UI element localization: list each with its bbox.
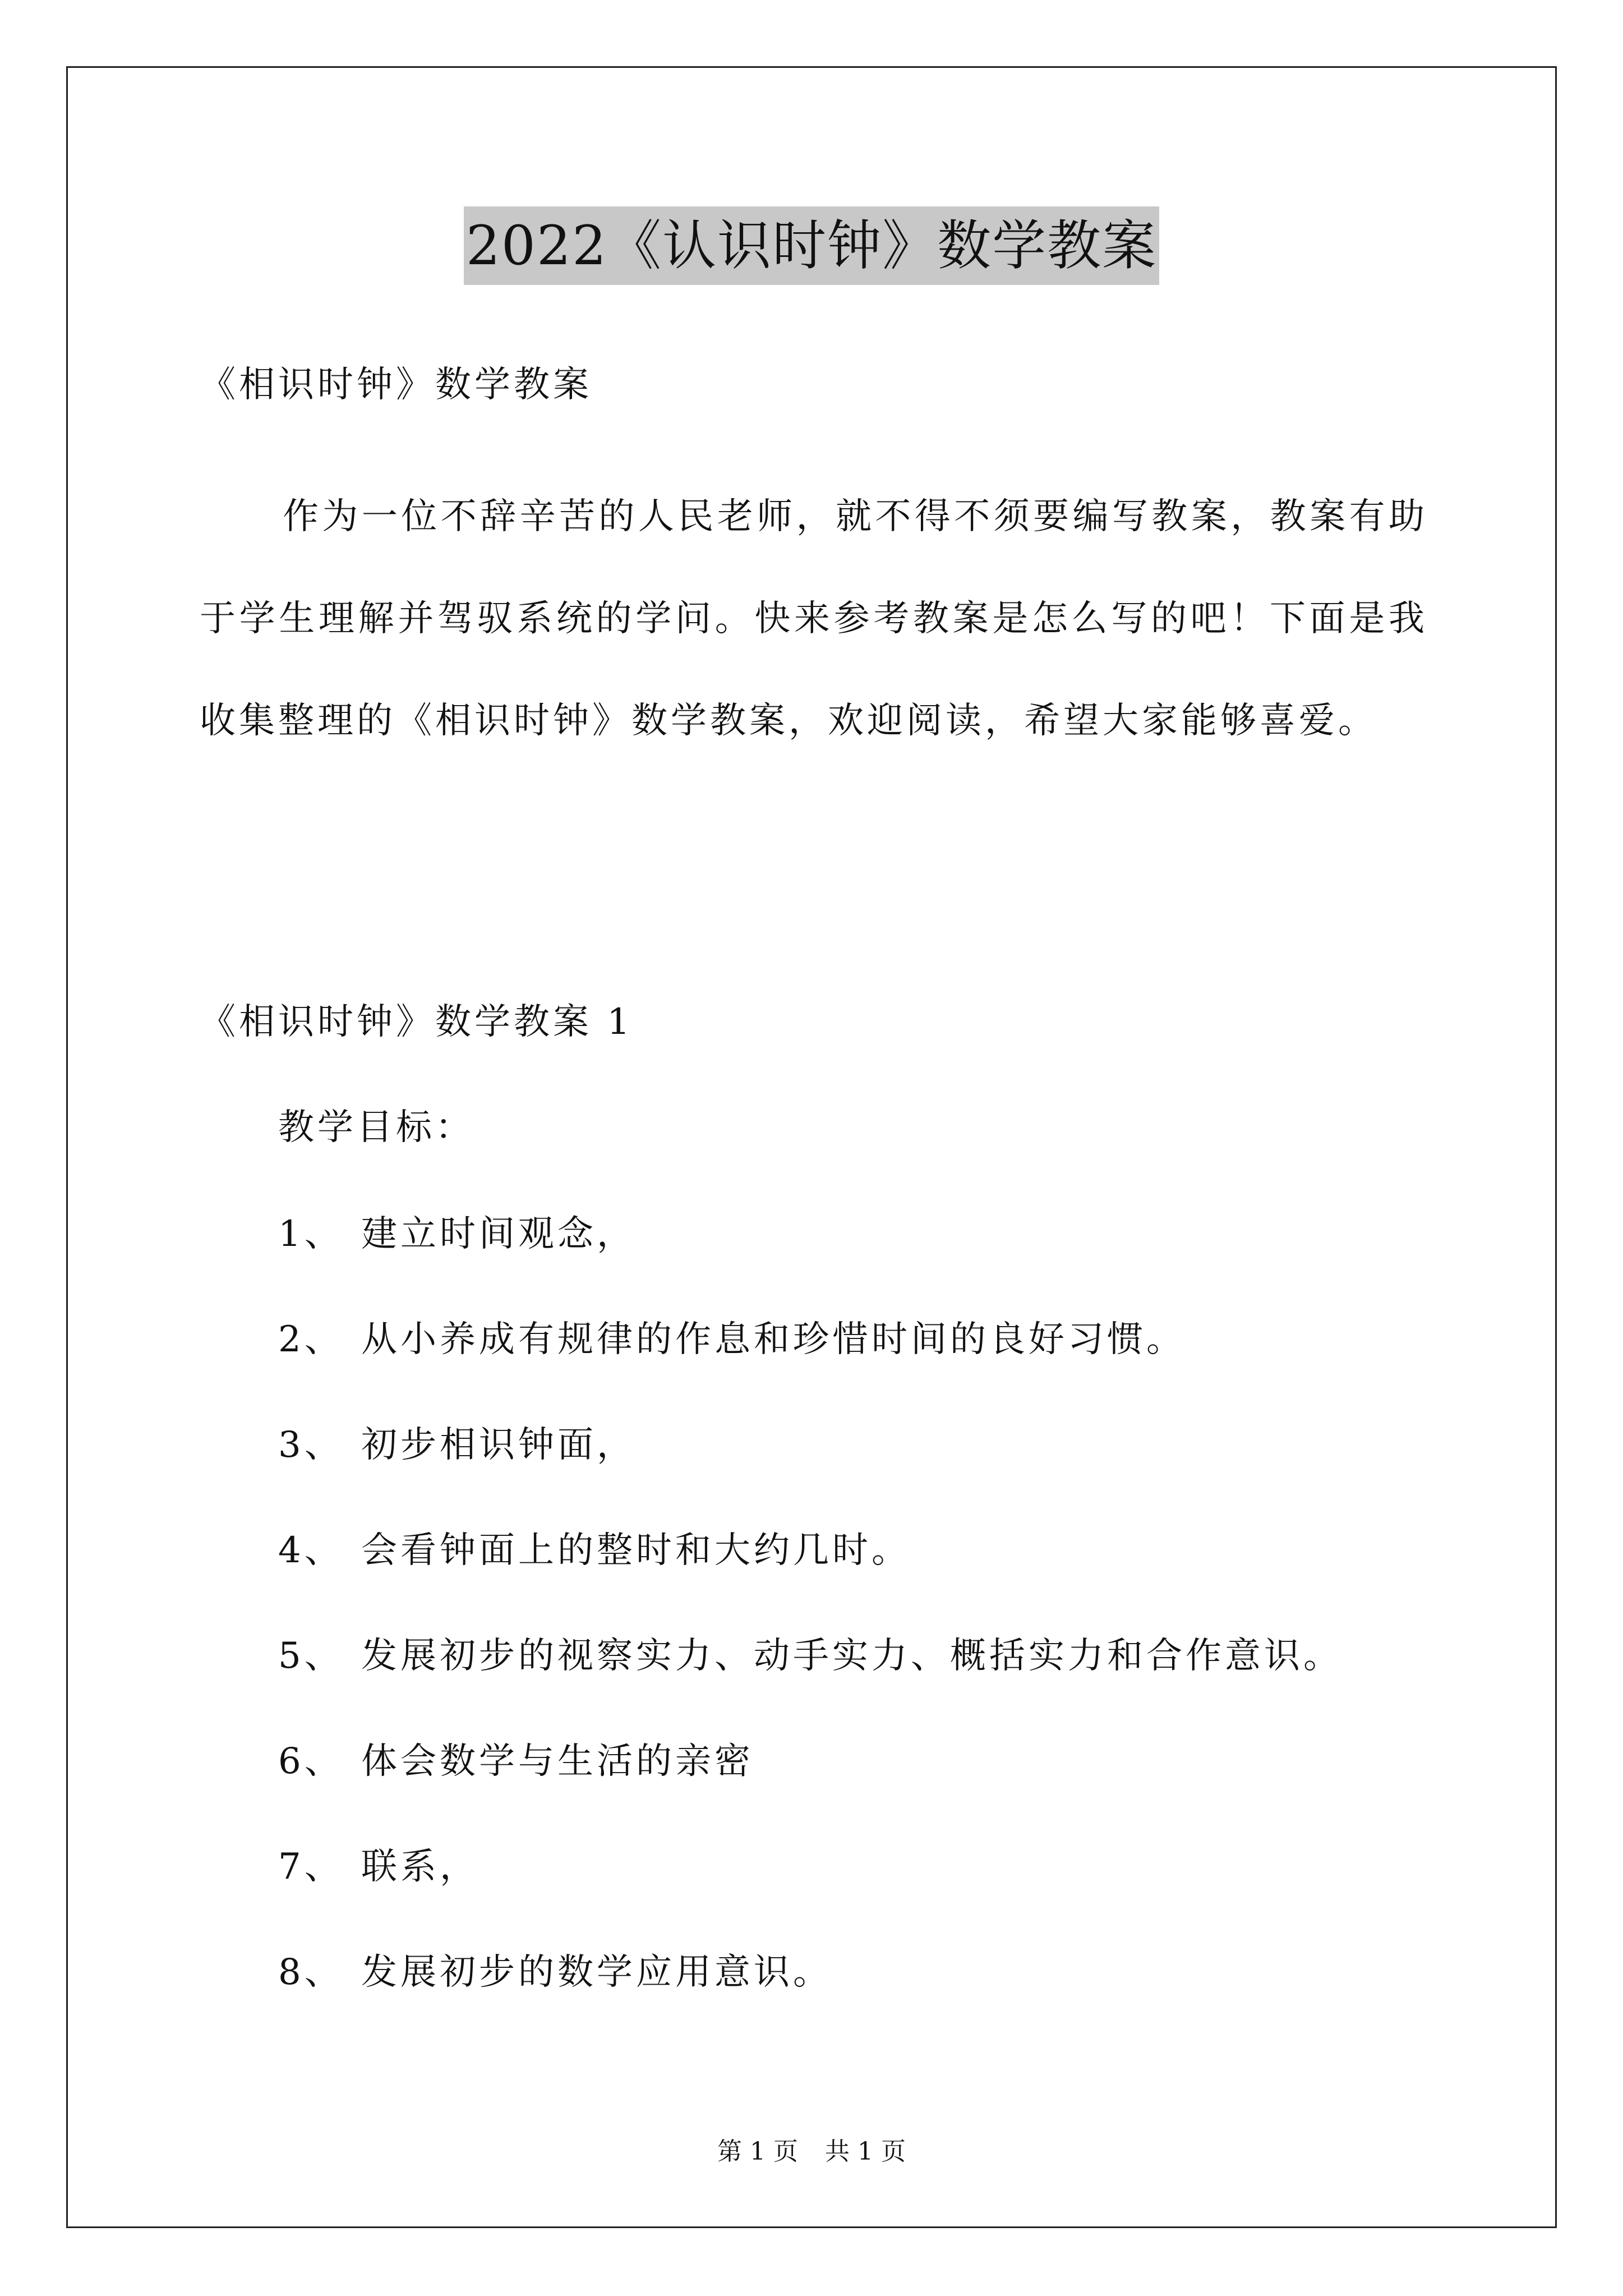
list-text: 体会数学与生活的亲密 xyxy=(361,1741,754,1782)
list-text: 建立时间观念， xyxy=(361,1213,636,1255)
section-heading: 《相识时钟》数学教案 1 xyxy=(200,1001,634,1043)
list-text: 初步相识钟面， xyxy=(361,1424,636,1466)
list-number: 7、 xyxy=(278,1846,344,1888)
list-item xyxy=(278,1528,911,1573)
list-number: 3、 xyxy=(278,1424,344,1466)
list-text: 从小养成有规律的作息和珍惜时间的良好习惯。 xyxy=(361,1319,1186,1360)
list-item xyxy=(278,1950,832,1995)
page-number-current: 第 1 页 xyxy=(717,2137,798,2166)
list-text: 联系， xyxy=(361,1846,479,1888)
intro-paragraph: 作为一位不辞辛苦的人民老师，就不得不须要编写教案，教案有助于学生理解并驾驭系统的学问。快来参考教案是怎么写的吧！下面是我收集整理的《相识时钟》数学教案，欢迎阅读，希望大家能够喜爱。 xyxy=(200,496,1428,742)
document-title: 2022《认识时钟》数学教案 xyxy=(464,206,1159,285)
list-text: 发展初步的视察实力、动手实力、概括实力和合作意识。 xyxy=(361,1635,1343,1677)
list-item xyxy=(278,1423,636,1467)
list-item xyxy=(278,1634,1343,1678)
page-number-total: 共 1 页 xyxy=(825,2137,906,2166)
list-number: 4、 xyxy=(278,1530,344,1571)
document-subtitle: 《相识时钟》数学教案 xyxy=(200,364,592,406)
list-text: 发展初步的数学应用意识。 xyxy=(361,1952,832,1993)
title-container xyxy=(0,206,1623,285)
list-number: 1、 xyxy=(278,1213,344,1255)
list-number: 6、 xyxy=(278,1741,344,1782)
list-item xyxy=(278,1739,754,1784)
list-text: 会看钟面上的整时和大约几时。 xyxy=(361,1530,911,1571)
list-number: 2、 xyxy=(278,1319,344,1360)
list-number: 8、 xyxy=(278,1952,344,1993)
objectives-label: 教学目标： xyxy=(278,1107,474,1148)
list-number: 5、 xyxy=(278,1635,344,1677)
list-item xyxy=(278,1212,636,1257)
list-item xyxy=(278,1844,479,1889)
page-footer xyxy=(0,2136,1623,2168)
list-item xyxy=(278,1317,1186,1362)
